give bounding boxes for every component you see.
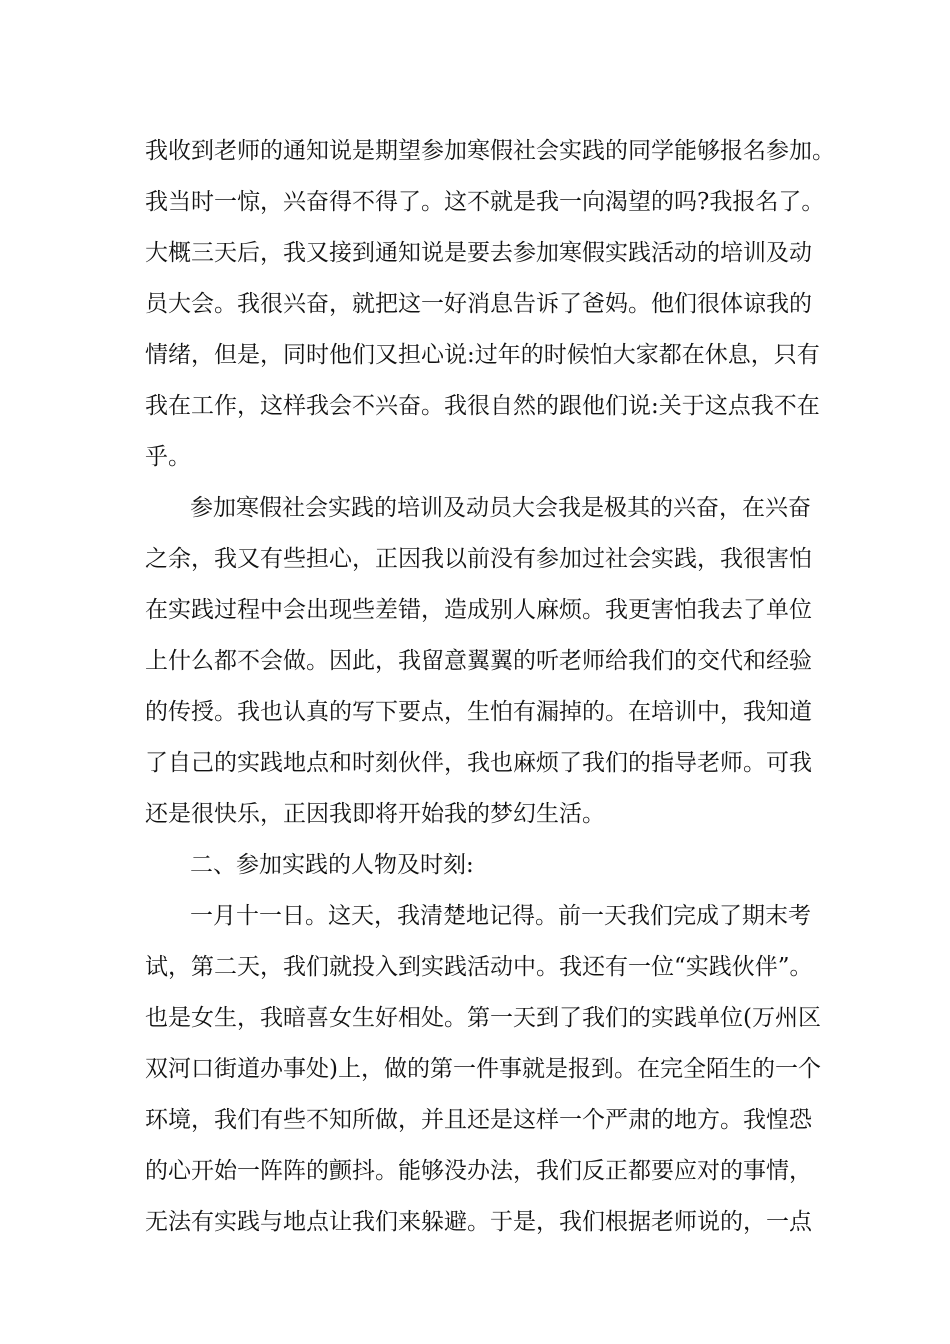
text-line-6: 我在工作，这样我会不兴奋。我很自然的跟他们说:关于这点我不在 bbox=[145, 393, 820, 419]
text-line-8: 参加寒假社会实践的培训及动员大会我是极其的兴奋，在兴奋 bbox=[190, 495, 811, 521]
text-line-19: 双河口街道办事处)上，做的第一件事就是报到。在完全陌生的一个 bbox=[145, 1056, 821, 1082]
text-line-14: 还是很快乐，正因我即将开始我的梦幻生活。 bbox=[145, 801, 605, 827]
text-line-9: 之余，我又有些担心，正因我以前没有参加过社会实践，我很害怕 bbox=[145, 546, 812, 572]
text-line-10: 在实践过程中会出现些差错，造成别人麻烦。我更害怕我去了单位 bbox=[145, 597, 812, 623]
text-line-16: 一月十一日。这天，我清楚地记得。前一天我们完成了期末考 bbox=[190, 903, 811, 929]
text-line-5: 情绪，但是，同时他们又担心说:过年的时候怕大家都在休息，只有 bbox=[145, 342, 820, 368]
text-line-3: 大概三天后，我又接到通知说是要去参加寒假实践活动的培训及动 bbox=[145, 240, 812, 266]
text-line-4: 员大会。我很兴奋，就把这一好消息告诉了爸妈。他们很体谅我的 bbox=[145, 291, 812, 317]
text-line-1: 我收到老师的通知说是期望参加寒假社会实践的同学能够报名参加。 bbox=[145, 138, 835, 164]
text-line-21: 的心开始一阵阵的颤抖。能够没办法，我们反正都要应对的事情， bbox=[145, 1158, 812, 1184]
text-line-7: 乎。 bbox=[145, 444, 191, 470]
text-line-22: 无法有实践与地点让我们来躲避。于是，我们根据老师说的，一点 bbox=[145, 1209, 812, 1235]
text-line-12: 的传授。我也认真的写下要点，生怕有漏掉的。在培训中，我知道 bbox=[145, 699, 812, 725]
text-line-13: 了自己的实践地点和时刻伙伴，我也麻烦了我们的指导老师。可我 bbox=[145, 750, 812, 776]
text-line-17: 试，第二天，我们就投入到实践活动中。我还有一位“实践伙伴”。 bbox=[145, 954, 813, 980]
text-line-20: 环境，我们有些不知所做，并且还是这样一个严肃的地方。我惶恐 bbox=[145, 1107, 812, 1133]
text-line-2: 我当时一惊，兴奋得不得了。这不就是我一向渴望的吗?我报名了。 bbox=[145, 189, 825, 215]
section-heading: 二、参加实践的人物及时刻: bbox=[190, 852, 474, 878]
text-line-18: 也是女生，我暗喜女生好相处。第一天到了我们的实践单位(万州区 bbox=[145, 1005, 821, 1031]
text-line-11: 上什么都不会做。因此，我留意翼翼的听老师给我们的交代和经验 bbox=[145, 648, 812, 674]
